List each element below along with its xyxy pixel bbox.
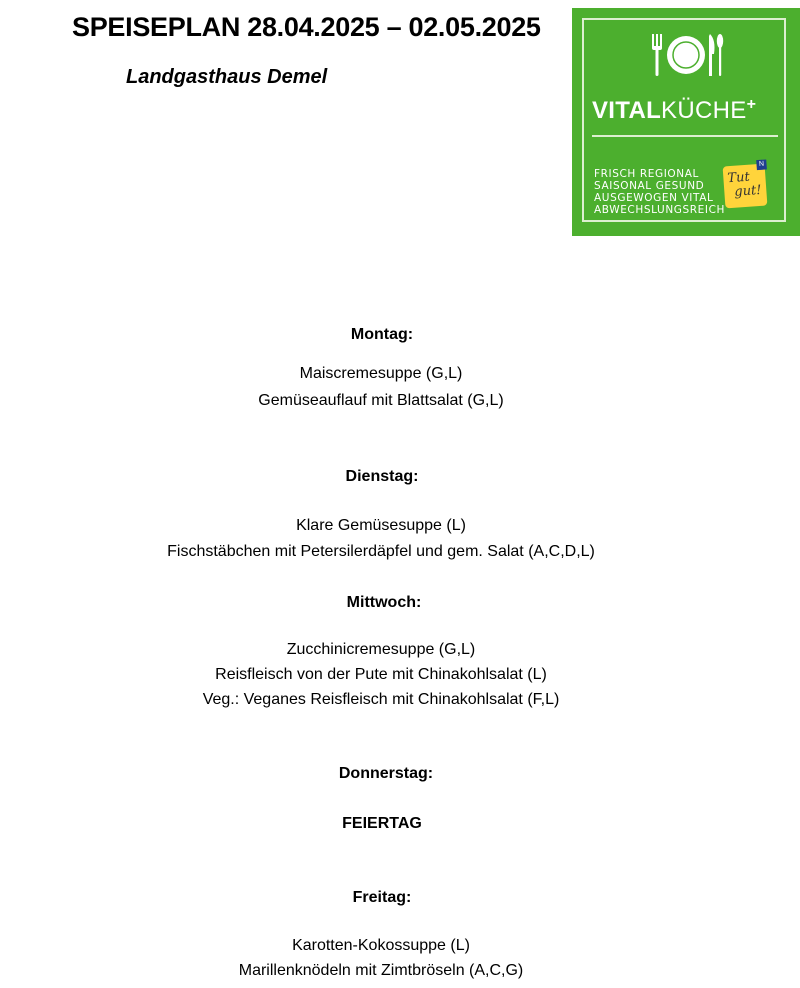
dish-tuesday-2: Fischstäbchen mit Petersilerdäpfel und gem. Salat (A,C,D,L) (167, 543, 595, 560)
restaurant-name: Landgasthaus Demel (126, 66, 328, 88)
dish-monday-1: Maiscremesuppe (G,L) (299, 365, 463, 382)
vitalkueche-logo (572, 8, 800, 236)
logo-brand: VITALKÜCHE+ (592, 96, 757, 124)
tut-gut-sticker: N Tut gut! (723, 164, 768, 209)
day-heading-tuesday: Dienstag: (345, 468, 419, 485)
dish-wednesday-1: Zucchinicremesuppe (G,L) (286, 641, 476, 658)
dish-friday-2: Marillenknödeln mit Zimtbröseln (A,C,G) (238, 962, 524, 979)
dish-wednesday-3: Veg.: Veganes Reisfleisch mit Chinakohlsalat (F,L) (202, 691, 560, 708)
dish-friday-1: Karotten-Kokossuppe (L) (292, 937, 470, 954)
dish-monday-2: Gemüseauflauf mit Blattsalat (G,L) (258, 392, 504, 409)
day-heading-wednesday: Mittwoch: (346, 594, 422, 611)
logo-taglines: FRISCH REGIONAL SAISONAL GESUND AUSGEWOGEN VITAL ABWECHSLUNGSREICH (594, 168, 726, 216)
logo-divider (592, 135, 778, 137)
dish-wednesday-2: Reisfleisch von der Pute mit Chinakohlsalat (L) (215, 666, 547, 683)
dish-tuesday-1: Klare Gemüsesuppe (L) (296, 517, 466, 534)
holiday-note: FEIERTAG (342, 815, 422, 832)
day-heading-friday: Freitag: (352, 889, 412, 906)
day-heading-thursday: Donnerstag: (338, 765, 434, 782)
page-title: SPEISEPLAN 28.04.2025 – 02.05.2025 (72, 12, 541, 42)
lower-austria-badge-icon: N (756, 159, 767, 170)
plate-fork-knife-spoon-icon (648, 30, 724, 80)
day-heading-monday: Montag: (350, 326, 414, 343)
